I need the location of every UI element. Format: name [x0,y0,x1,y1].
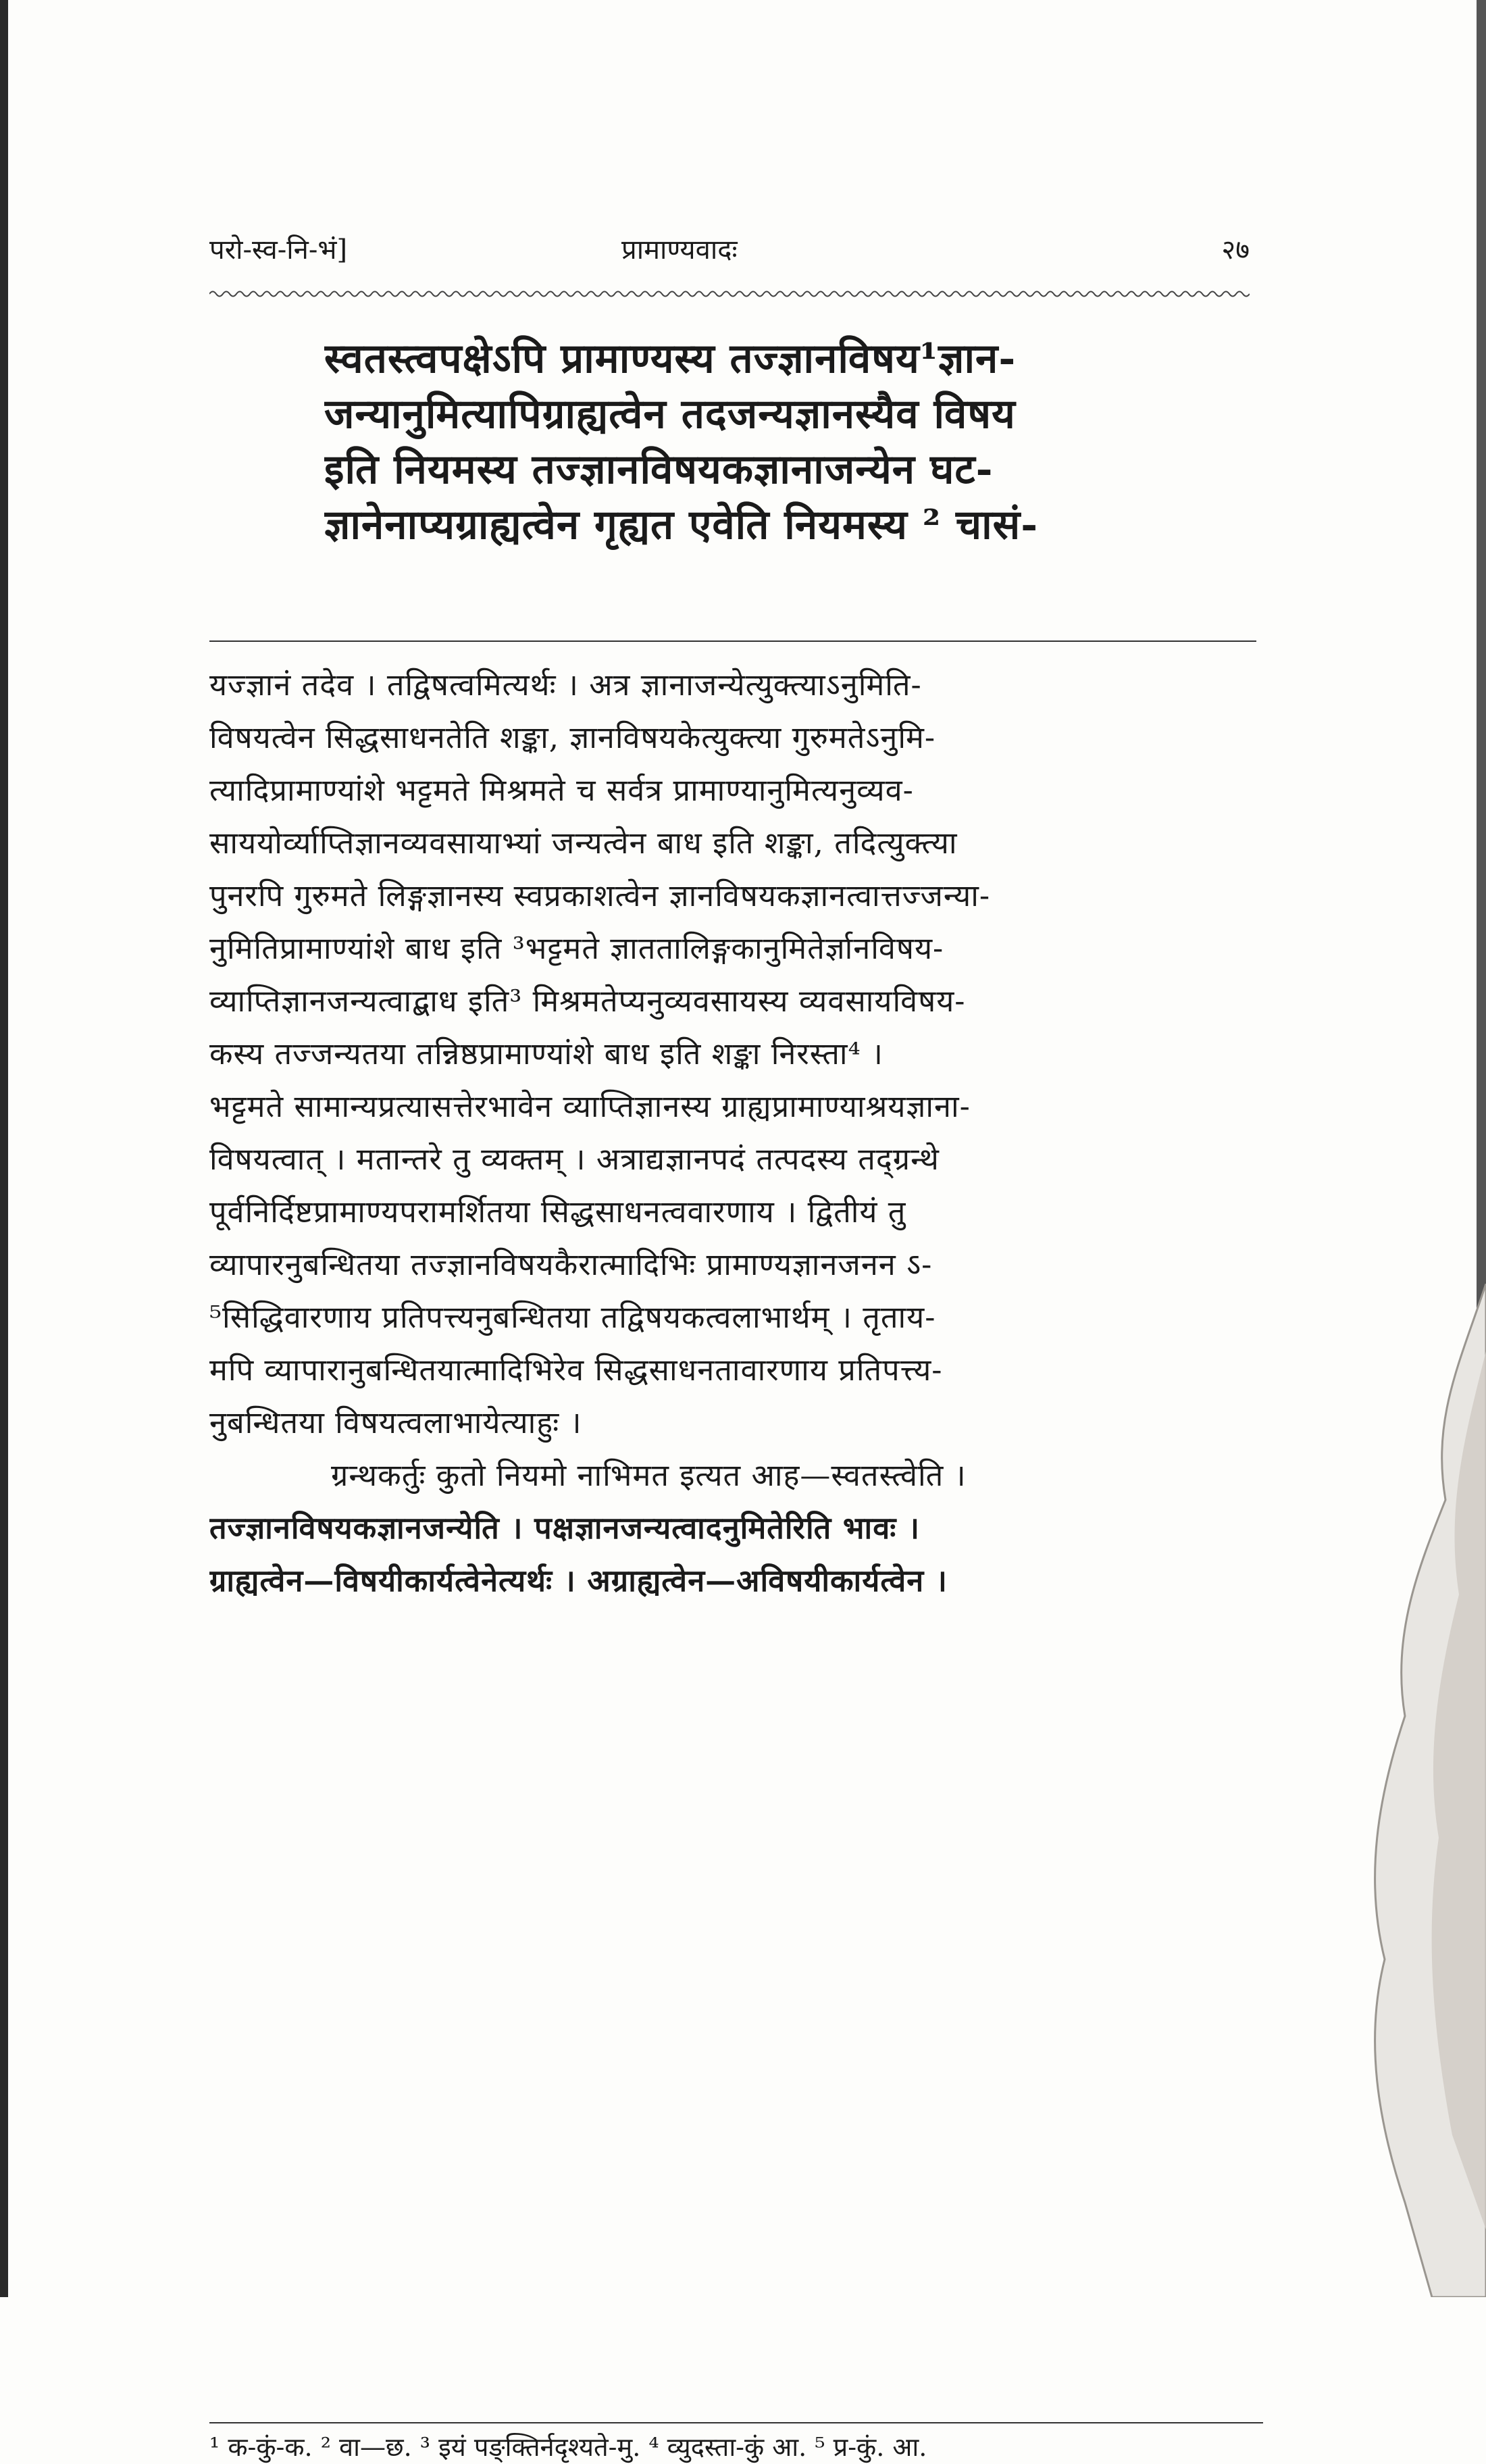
commentary-line: विषयत्वात् । मतान्तरे तु व्यक्तम् । अत्राद्यज्ञानपदं तत्पदस्य तद्ग्रन्थे [209,1141,940,1177]
gloss-line: ग्रन्थकर्तुः कुतो नियमो नाभिमत इत्यत आह—स्वतस्त्वेति । [331,1457,967,1493]
commentary-line: पुनरपि गुरुमते लिङ्गज्ञानस्य स्वप्रकाशत्वेन ज्ञानविषयकज्ञानत्वात्तज्जन्या- [209,878,991,913]
commentary-line: साययोर्व्याप्तिज्ञानव्यवसायाभ्यां जन्यत्वेन बाध इति शङ्का, तदित्युक्त्या [209,825,958,861]
commentary-line: भट्टमते सामान्यप्रत्यासत्तेरभावेन व्याप्तिज्ञानस्य ग्राह्यप्रामाण्याश्रयज्ञाना- [209,1088,971,1124]
commentary-line: नुबन्धितया विषयत्वलाभायेत्याहुः । [209,1405,582,1440]
commentary-line: यज्ज्ञानं तदेव । तद्विषत्वमित्यर्थः । अत्र ज्ञानाजन्येत्युक्त्याऽनुमिति- [209,667,922,703]
verse-divider-rule [209,640,1256,642]
gloss-line: तज्ज्ञानविषयकज्ञानजन्येति । पक्षज्ञानजन्यत्वादनुमितेरिति भावः । [209,1510,921,1546]
verse-line: ज्ञानेनाप्यग्राह्यत्वेन गृह्यत एवेति नियमस्य ² चासं- [324,501,1039,549]
commentary-line: व्यापारनुबन्धितया तज्ज्ञानविषयकैरात्मादिभिः प्रामाण्यज्ञानजनन ऽ- [209,1247,933,1282]
root-verse [324,331,1256,553]
commentary-line: कस्य तज्जन्यतया तन्निष्ठप्रामाण्यांशे बाध इति शङ्का निरस्ता⁴ । [209,1036,883,1072]
commentary-line: ⁵सिद्धिवारणाय प्रतिपत्त्यनुबन्धितया तद्विषयकत्वलाभार्थम् । तृताय- [209,1299,936,1335]
header-section-label: परो-स्व-नि-भं] [209,234,348,266]
footnotes: ¹ क-कुं-क. ² वा—छ. ³ इयं पङ्क्तिर्नदृश्यते-मु. ⁴ व्युदस्ता-कुं आ. ⁵ प्र-कुं. आ. [209,2432,927,2462]
running-header [209,230,1250,277]
commentary-line: नुमितिप्रामाण्यांशे बाध इति ³भट्टमते ज्ञाततालिङ्गकानुमितेर्ज्ञानविषय- [209,930,944,966]
footnote-rule [209,2422,1263,2423]
commentary-line: मपि व्यापारानुबन्धितयात्मादिभिरेव सिद्धसाधनतावारणाय प्रतिपत्त्य- [209,1352,943,1388]
page-number: २७ [1221,234,1250,266]
header-wavy-rule [209,289,1250,299]
gloss-line: ग्राह्यत्वेन—विषयीकार्यत्वेनेत्यर्थः । अग्राह्यत्वेन—अविषयीकार्यत्वेन । [209,1563,948,1599]
verse-line: जन्यानुमित्यापिग्राह्यत्वेन तदजन्यज्ञानस्यैव विषय [324,391,1016,438]
header-title: प्रामाण्यवादः [621,234,738,266]
commentary-line: विषयत्वेन सिद्धसाधनतेति शङ्का, ज्ञानविषयकेत्युक्त्या गुरुमतेऽनुमि- [209,720,936,755]
verse-line: स्वतस्त्वपक्षेऽपि प्रामाण्यस्य तज्ज्ञानविषय¹ज्ञान- [324,335,1017,382]
page-left-edge [0,0,8,2297]
verse-line: इति नियमस्य तज्ज्ञानविषयकज्ञानाजन्येन घट- [324,446,994,493]
commentary-line: त्यादिप्रामाण्यांशे भट्टमते मिश्रमते च सर्वत्र प्रामाण्यानुमित्यनुव्यव- [209,772,914,808]
commentary-line: व्याप्तिज्ञानजन्यत्वाद्बाध इति³ मिश्रमतेप्यनुव्यवसायस्य व्यवसायविषय- [209,983,966,1019]
commentary-line: पूर्वनिर्दिष्टप्रामाण्यपरामर्शितया सिद्धसाधनत्ववारणाय । द्वितीयं तु [209,1194,906,1230]
commentary-block [209,659,1263,1607]
torn-page-edge [1229,1284,1486,2297]
